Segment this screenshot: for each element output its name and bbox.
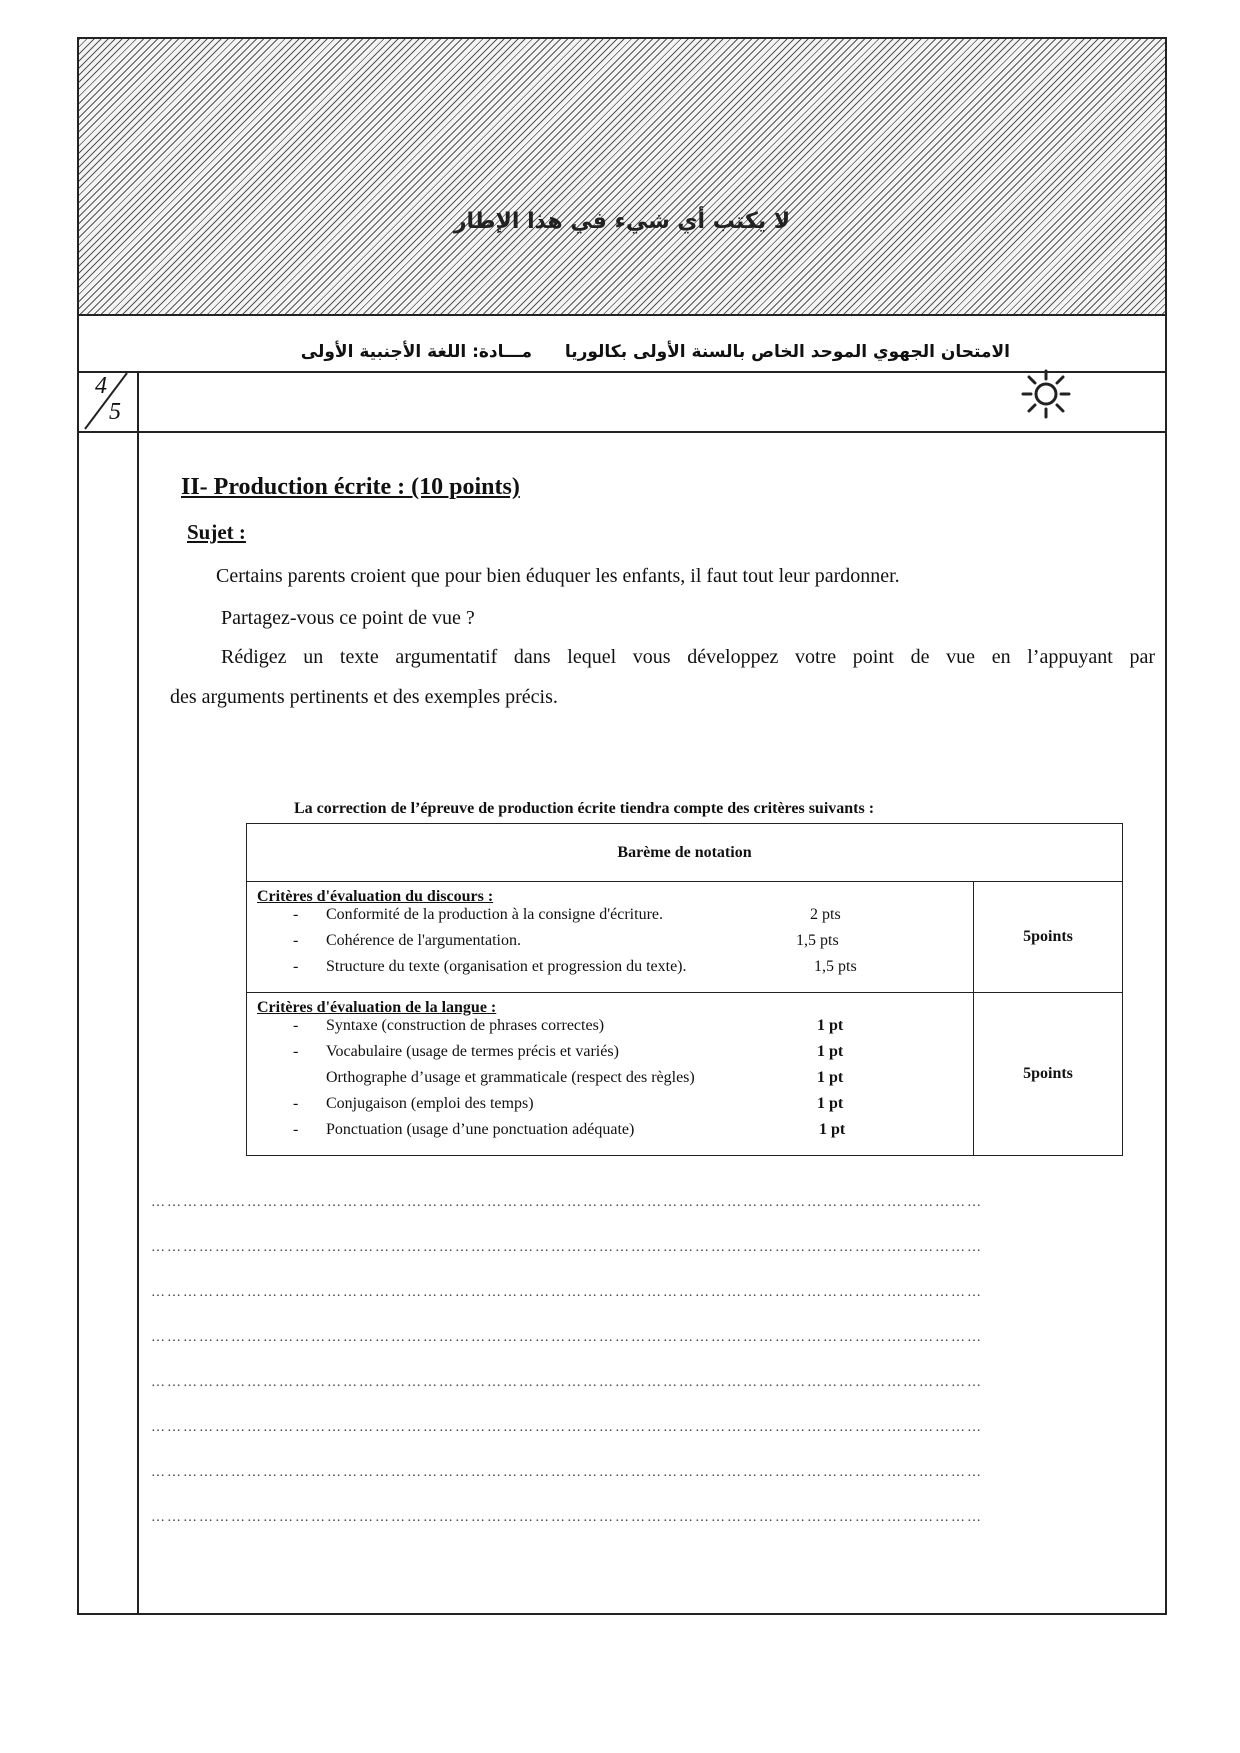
prompt-paragraph-4: des arguments pertinents et des exemples précis. bbox=[170, 686, 558, 708]
answer-line[interactable]: ………………………………………………………………………………………………………………………………………… bbox=[151, 1375, 983, 1390]
criteria-heading: Critères d'évaluation du discours : bbox=[257, 888, 494, 905]
answer-line[interactable]: ………………………………………………………………………………………………………………………………………… bbox=[151, 1195, 983, 1210]
criteria-item: - Structure du texte (organisation et progression du texte). 1,5 pts bbox=[293, 958, 857, 975]
criteria-item: - Vocabulaire (usage de termes précis et variés) 1 pt bbox=[293, 1043, 844, 1060]
prompt-paragraph-3: Rédigez un texte argumentatif dans lequel vous développez votre point de vue en l’appuyant par bbox=[221, 646, 1155, 668]
criteria-group-language bbox=[247, 993, 974, 1156]
prompt-paragraph-1: Certains parents croient que pour bien éduquer les enfants, il faut tout leur pardonner. bbox=[216, 565, 900, 587]
answer-line[interactable]: ………………………………………………………………………………………………………………………………………… bbox=[151, 1420, 983, 1435]
answer-line[interactable]: ………………………………………………………………………………………………………………………………………… bbox=[151, 1465, 983, 1480]
criteria-group-discourse bbox=[247, 882, 974, 993]
sujet-label: Sujet : bbox=[187, 520, 246, 544]
criteria-heading: Critères d'évaluation de la langue : bbox=[257, 999, 497, 1016]
sun-logo-icon bbox=[1020, 368, 1072, 420]
criteria-total: 5points bbox=[974, 993, 1123, 1156]
do-not-write-notice: لا يكتب أي شيء في هذا الإطار bbox=[453, 209, 791, 234]
criteria-item: - Ponctuation (usage d’une ponctuation adéquate) 1 pt bbox=[293, 1121, 846, 1138]
answer-line[interactable]: ………………………………………………………………………………………………………………………………………… bbox=[151, 1285, 983, 1300]
divider-header-top bbox=[79, 371, 1165, 373]
margin-column-line bbox=[137, 371, 139, 1613]
page-number bbox=[79, 371, 137, 431]
criteria-item: - Syntaxe (construction de phrases correctes) 1 pt bbox=[293, 1017, 844, 1034]
criteria-item: Orthographe d’usage et grammaticale (respect des règles) 1 pt bbox=[326, 1069, 844, 1086]
do-not-write-area bbox=[79, 39, 1165, 316]
grading-table-header: Barème de notation bbox=[247, 824, 1123, 882]
page-current: 4 bbox=[95, 373, 107, 399]
exam-subject: مـــادة: اللغة الأجنبية الأولى bbox=[300, 342, 532, 362]
exam-title: الامتحان الجهوي الموحد الخاص بالسنة الأولى بكالوريا bbox=[564, 342, 1010, 362]
criteria-item: - Conjugaison (emploi des temps) 1 pt bbox=[293, 1095, 844, 1112]
answer-line[interactable]: ………………………………………………………………………………………………………………………………………… bbox=[151, 1240, 983, 1255]
page-number-slash bbox=[79, 371, 137, 431]
criteria-item: - Cohérence de l'argumentation. 1,5 pts bbox=[293, 932, 839, 949]
page-total: 5 bbox=[109, 399, 121, 425]
divider-header-bottom bbox=[79, 431, 1165, 433]
answer-line[interactable]: ………………………………………………………………………………………………………………………………………… bbox=[151, 1510, 983, 1525]
prompt-paragraph-2: Partagez-vous ce point de vue ? bbox=[221, 607, 475, 629]
grading-caption: La correction de l’épreuve de production écrite tiendra compte des critères suivants : bbox=[294, 800, 875, 817]
grading-table bbox=[246, 823, 1123, 1156]
criteria-item: - Conformité de la production à la consigne d'écriture. 2 pts bbox=[293, 906, 841, 923]
criteria-total: 5points bbox=[974, 882, 1123, 993]
answer-line[interactable]: ………………………………………………………………………………………………………………………………………… bbox=[151, 1330, 983, 1345]
section-title: II- Production écrite : (10 points) bbox=[181, 474, 520, 500]
